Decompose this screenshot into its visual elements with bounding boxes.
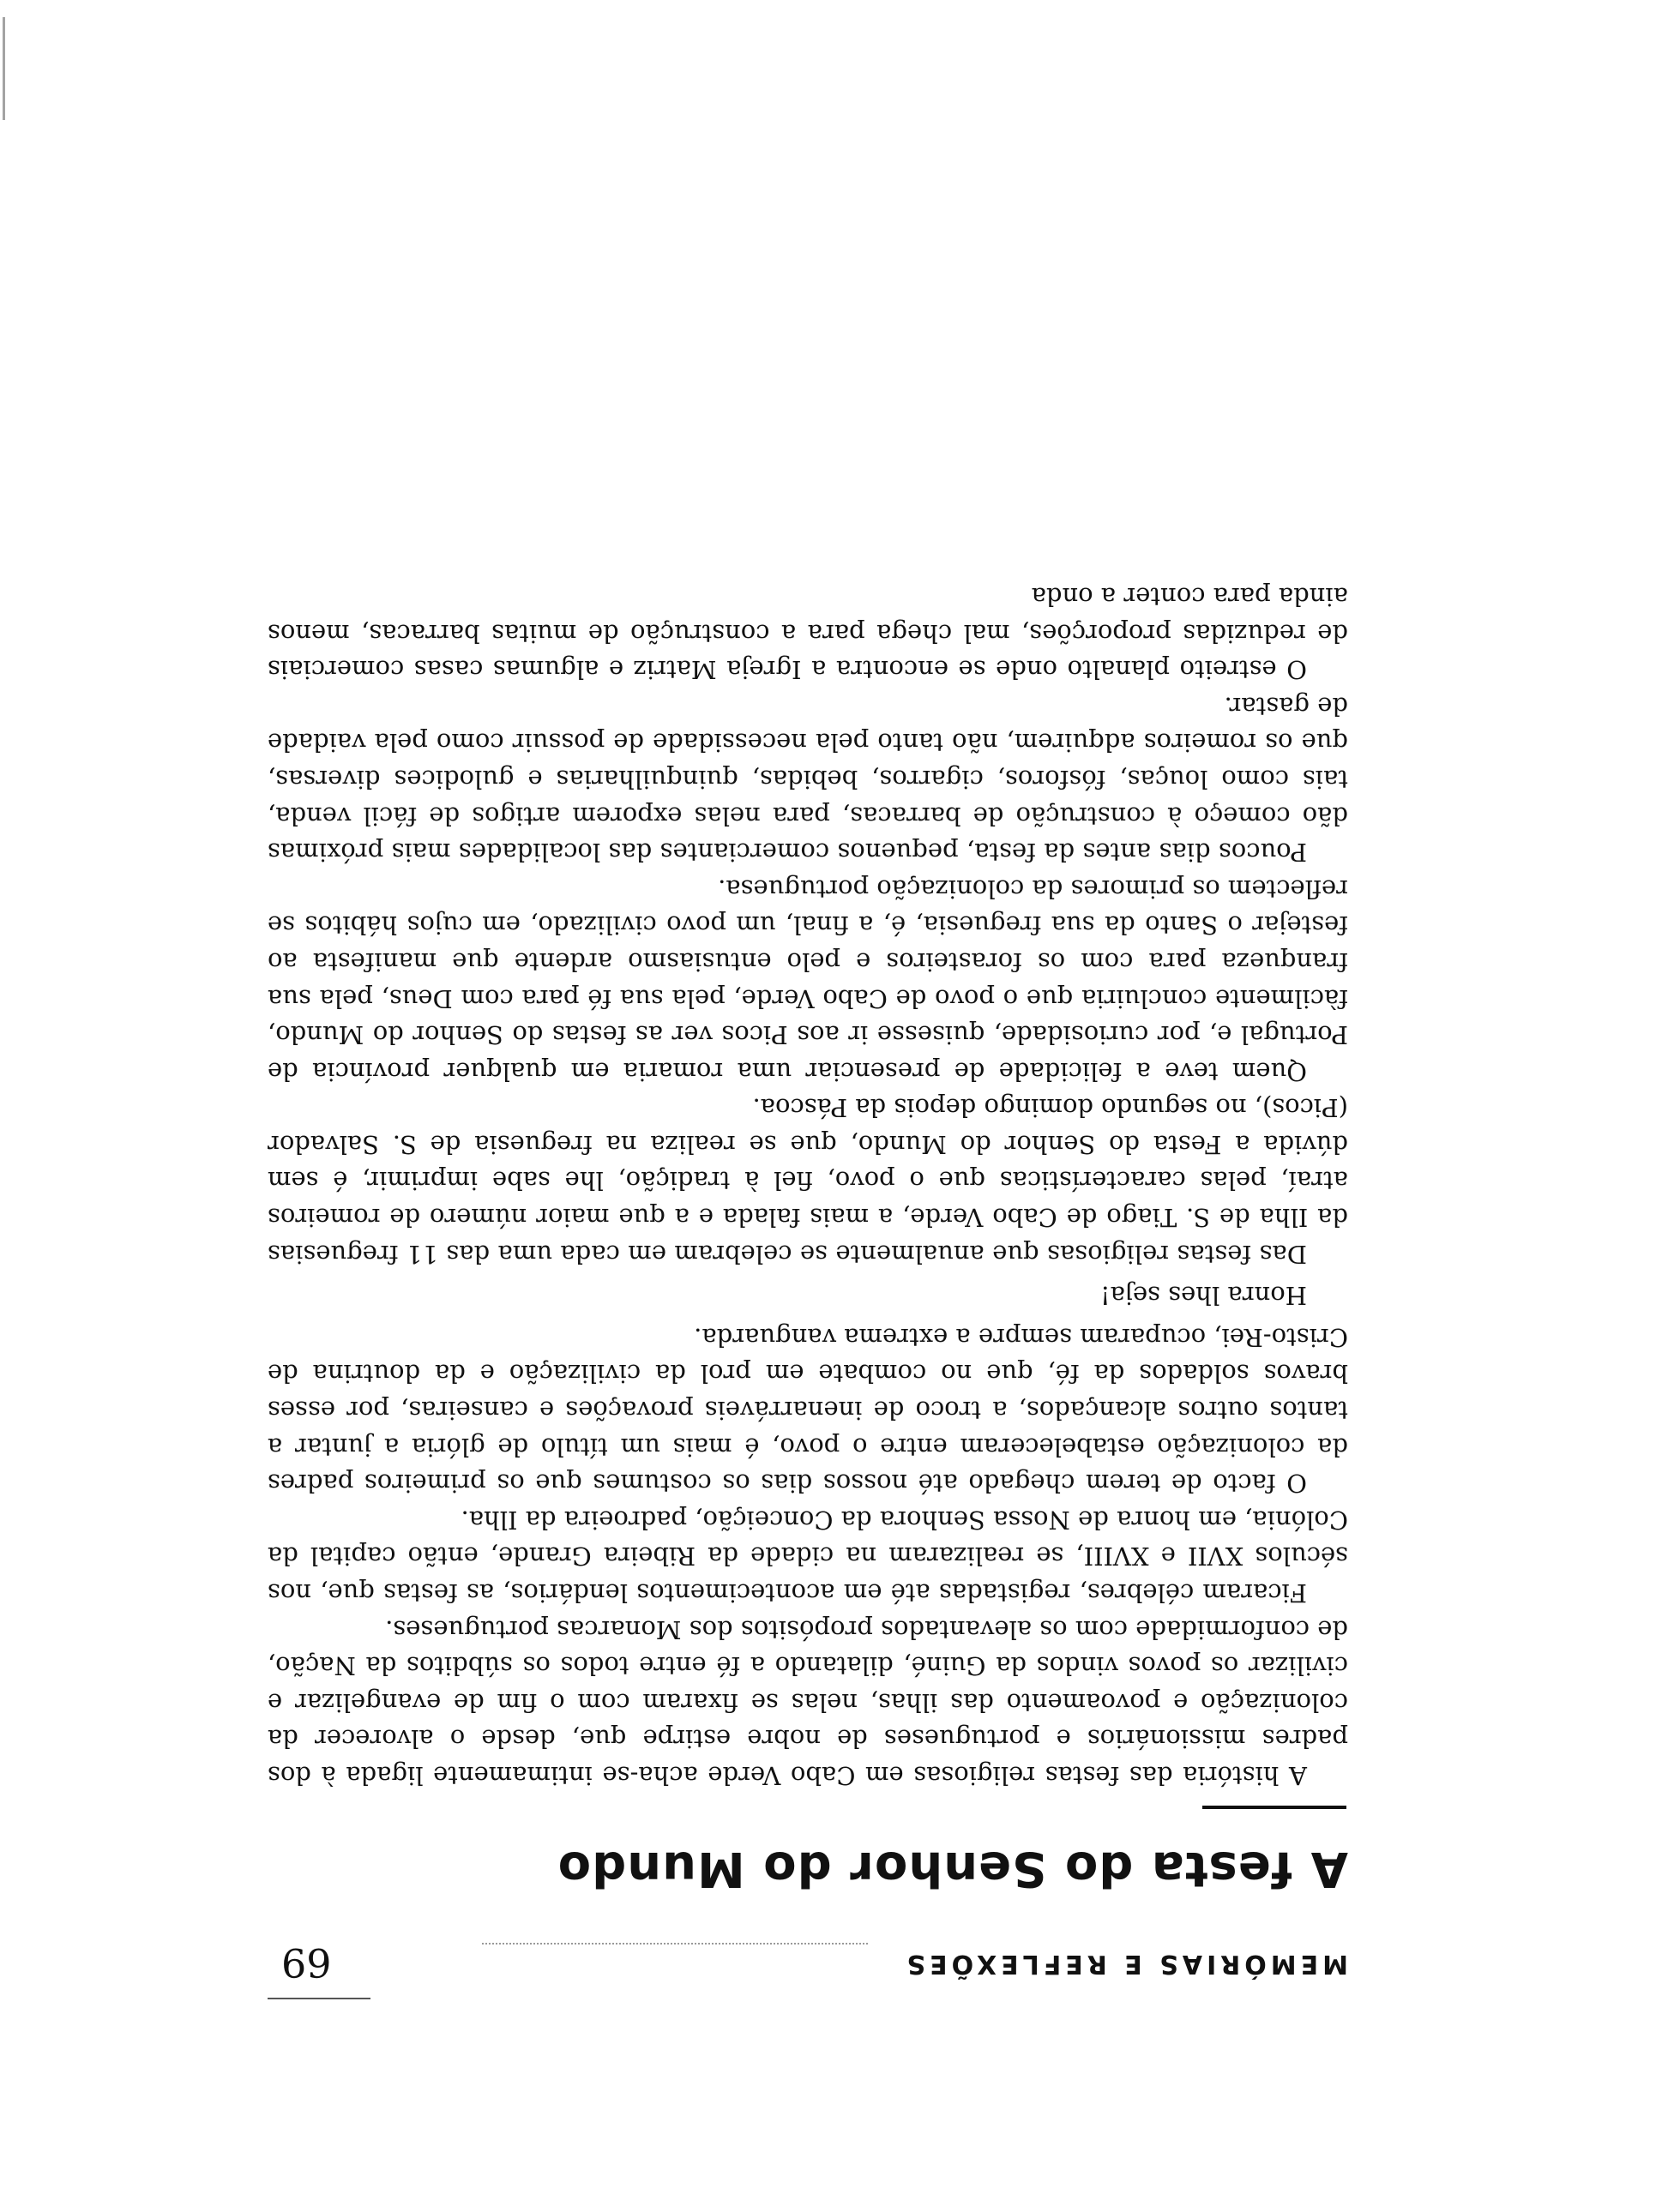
paragraph-history: A história das festas religiosas em Cabo Verde acha-se intimamente ligada à dos padres missionários e portugueses de nobre estirpe que, desde o alvorecer da colonização e povoamento das ilhas, nelas se fixaram com o fim de evangelizar e civilizar os povos vindos da Guiné, dilatando a fé entre todos os súbditos da Nação, de conformidade com os alevantados propósitos dos Monarcas portugueses. [268, 1614, 1348, 1790]
paragraph-honra: Honra lhes seja! [1100, 1281, 1307, 1311]
article-body [268, 578, 1348, 1794]
running-head-title: MEMÓRIAS E REFLEXÕES [902, 1949, 1348, 1979]
paragraph-customs: O facto de terem chegado até nossos dias os costumes que os primeiros padres da colonização estabeleceram entre o povo, é mais um título de glória a juntar a tantos outros alcançados, a troco de inenarráveis provações e canseiras, por esses bravos soldados da fé, que no combate em prol da civilização e da doutrina de Cristo-Rei, ocuparam sempre a extrema vanguarda. [268, 1322, 1348, 1499]
running-head [268, 1936, 1348, 1986]
page-number-rule [268, 1998, 370, 1999]
article-title: A festa do Senhor do Mundo [557, 1841, 1348, 1896]
paragraph-barracas: Poucos dias antes da festa, pequenos comerciantes das localidades mais próximas dão começo à construção de barracas, para nelas exporem artigos de fácil venda, tais como louças, fósforos, cigarros, bebidas, quinquilharias e gulodices diversas, que os romeiros adquirem, não tanto pela necessidade de possuir como pela vaidade de gastar. [268, 691, 1348, 868]
paragraph-planalto: O estreito planalto onde se encontra a Igreja Matriz e algumas casas comerciais de reduzidas proporções, mal chega para a construção de muitas barracas, menos ainda para conter a onda [268, 582, 1348, 685]
paragraph-celebrated-feasts: Ficaram célebres, registadas até em acontecimentos lendários, as festas que, nos séculos XVII e XVIII, se realizaram na cidade da Ribeira Grande, então capital da Colónia, em honra de Nossa Senhora da Conceição, padroeira da Ilha. [268, 1505, 1348, 1608]
scan-edge-mark [3, 17, 5, 120]
title-underline-rule [1202, 1806, 1346, 1809]
running-head-dotted-rule [482, 1943, 868, 1945]
paragraph-senhor-do-mundo: Das festas religiosas que anualmente se celebram em cada uma das 11 freguesias da Ilha de S. Tiago de Cabo Verde, a mais falada e a que maior número de romeiros atraí, pelas características que o povo, fiel à tradição, lhe sabe imprimir, é sem dúvida a Festa do Senhor do Mundo, que se realiza na freguesia de S. Salvador (Picos), no segundo domingo depois da Páscoa. [268, 1093, 1348, 1269]
paragraph-romaria: Quem teve a felicidade de presenciar uma romaria em qualquer província de Portugal e, por curiosidade, quisesse ir aos Picos ver as festas do Senhor do Mundo, fàcilmente concluiria que o povo de Cabo Verde, pela sua fé para com Deus, pela sua franqueza para com os forasteiros e pelo entusiasmo ardente que manifesta ao festejar o Santo da sua freguesia, é, a final, um povo civilizado, em cujos hábitos se reflectem os primores da colonização portuguesa. [268, 874, 1348, 1086]
page-number: 69 [281, 1939, 332, 1986]
